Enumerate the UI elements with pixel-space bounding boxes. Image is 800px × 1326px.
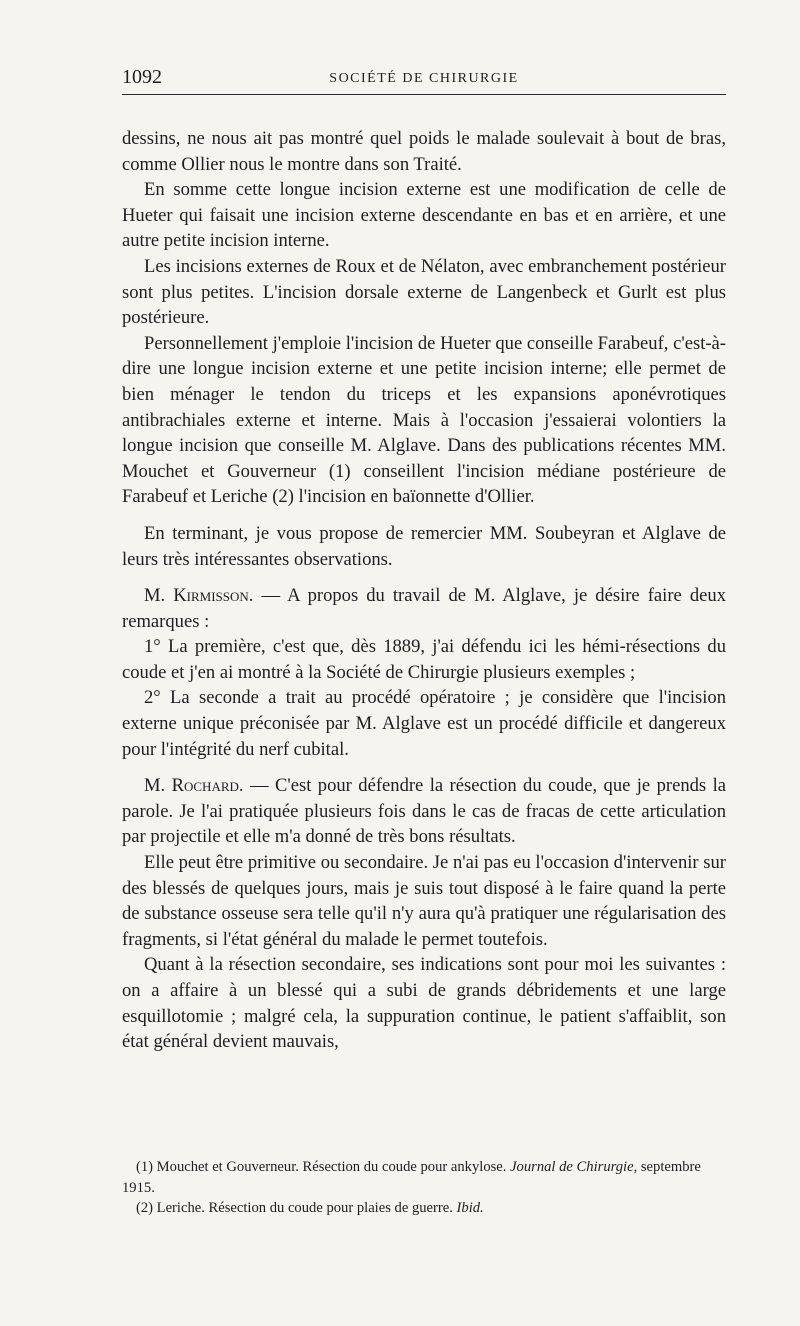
paragraph — [122, 773, 726, 850]
paragraph-text: A propos du travail de M. Alglave, je désire faire deux remarques : — [122, 585, 726, 632]
footnotes — [122, 1157, 726, 1219]
ibid: Ibid. — [456, 1200, 484, 1216]
paragraph: Les incisions externes de Roux et de Nélaton, avec embranchement postérieur sont plus petites. L'incision dorsale externe de Langenbeck et Gurlt est plus postérieure. — [122, 255, 726, 329]
body-text — [122, 126, 726, 1055]
speaker-name: M. Rochard. — — [144, 775, 269, 797]
paragraph: 1° La première, c'est que, dès 1889, j'ai défendu ici les hémi-résections du coude et j'en ai montré à la Société de Chirurgie plusieurs exemples ; — [122, 636, 726, 683]
footnote — [122, 1198, 726, 1219]
paragraph: dessins, ne nous ait pas montré quel poids le malade soulevait à bout de bras, comme Ollier nous le montre dans son Traité. — [122, 128, 726, 175]
paragraph: En somme cette longue incision externe est une modification de celle de Hueter qui faisait une incision externe descendante en bas et en arrière, et une autre petite incision interne. — [122, 179, 726, 252]
footnote-text: (2) Leriche. Résection du coude pour plaies de guerre. — [136, 1200, 453, 1216]
paragraph: En terminant, je vous propose de remercier MM. Soubeyran et Alglave de leurs très intéressantes observations. — [122, 522, 726, 570]
page-number: 1092 — [122, 66, 162, 88]
paragraph: Elle peut être primitive ou secondaire. Je n'ai pas eu l'occasion d'intervenir sur des blessés de quelques jours, mais je suis tout disposé à le faire quand la perte de substance osseuse sera telle qu'il n'y aura qu'à pratiquer une régularisation des fragments, si l'état général du malade le permet toutefois. — [122, 852, 726, 950]
speaker-name: M. Kirmisson. — — [144, 585, 281, 607]
running-title: SOCIÉTÉ DE CHIRURGIE — [329, 71, 519, 86]
paragraph: Quant à la résection secondaire, ses indications sont pour moi les suivantes : on a affaire à un blessé qui a subi de grands débridements et une large esquillotomie ; malgré cela, la suppuration continue, le patient s'affaiblit, son état général devient mauvais, — [122, 954, 726, 1053]
footnote-text: , septembre 1915. — [122, 1159, 701, 1196]
journal-title: Journal de Chirurgie — [510, 1159, 634, 1175]
paragraph-text: C'est pour défendre la résection du coude, que je prends la parole. Je l'ai pratiquée plusieurs fois dans le cas de fracas de cette articulation par projectile et elle m'a donné de très bons résultats. — [122, 775, 726, 848]
paragraph: Personnellement j'emploie l'incision de Hueter que conseille Farabeuf, c'est-à-dire une longue incision externe et une petite incision interne; elle permet de bien ménager le tendon du triceps et les expansions aponévrotiques antibrachiales externe et interne. Mais à l'occasion j'essaierai volontiers la longue incision que conseille M. Alglave. Dans des publications récentes MM. Mouchet et Gouverneur (1) conseillent l'incision médiane postérieure de Farabeuf et Leriche (2) l'incision en baïonnette d'Ollier. — [122, 332, 726, 508]
paragraph — [122, 583, 726, 634]
page-header — [122, 66, 726, 95]
paragraph: 2° La seconde a trait au procédé opératoire ; je considère que l'incision externe unique préconisée par M. Alglave est un procédé difficile et dangereux pour l'intégrité du nerf cubital. — [122, 687, 726, 760]
footnote-text: (1) Mouchet et Gouverneur. Résection du coude pour ankylose. — [136, 1159, 507, 1175]
footnote — [122, 1157, 726, 1198]
